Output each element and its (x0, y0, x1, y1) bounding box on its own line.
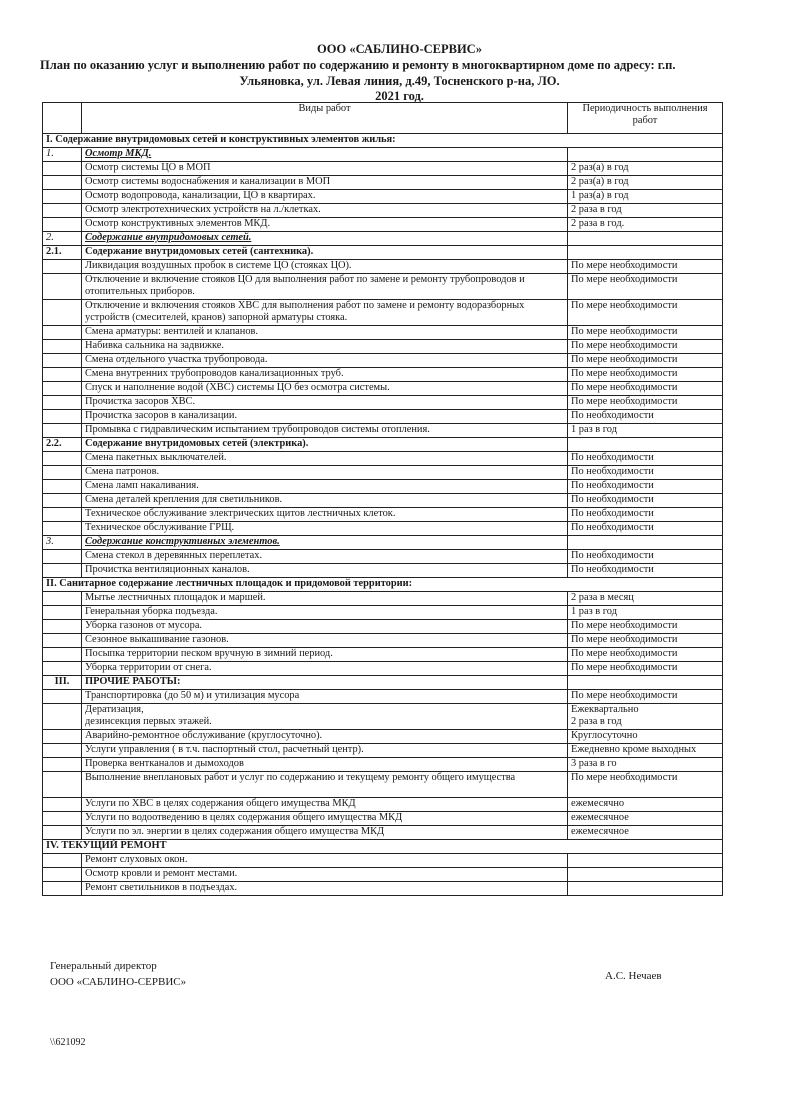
table-row (43, 758, 723, 772)
period-cell: По мере необходимости (568, 260, 723, 274)
row-number-cell (43, 396, 82, 410)
period-cell: По мере необходимости (568, 772, 723, 798)
work-cell: Содержание внутридомовых сетей (электрика). (82, 438, 568, 452)
row-number-cell (43, 274, 82, 300)
work-cell: Набивка сальника на задвижке. (82, 340, 568, 354)
work-cell: Осмотр водопровода, канализации, ЦО в квартирах. (82, 190, 568, 204)
work-cell: Смена стекол в деревянных переплетах. (82, 550, 568, 564)
work-cell: Услуги управления ( в т.ч. паспортный стол, расчетный центр). (82, 744, 568, 758)
period-cell (568, 232, 723, 246)
row-number-cell (43, 176, 82, 190)
row-number-cell (43, 662, 82, 676)
table-row (43, 840, 723, 854)
work-cell: Ликвидация воздушных пробок в системе ЦО (стояках ЦО). (82, 260, 568, 274)
row-number-cell (43, 690, 82, 704)
work-cell: Мытье лестничных площадок и маршей. (82, 592, 568, 606)
period-cell: 1 раз(а) в год (568, 190, 723, 204)
row-number-cell (43, 634, 82, 648)
table-row (43, 134, 723, 148)
period-cell: 2 раза в год (568, 204, 723, 218)
header-num-cell (43, 103, 82, 134)
work-cell: Ремонт светильников в подъездах. (82, 882, 568, 896)
period-cell: По необходимости (568, 466, 723, 480)
period-cell: 2 раз(а) в год (568, 162, 723, 176)
table-row (43, 812, 723, 826)
table-row (43, 218, 723, 232)
period-cell: По мере необходимости (568, 634, 723, 648)
plan-address: Ульяновка, ул. Левая линия, д.49, Тосненского р-на, ЛО. (239, 74, 560, 88)
table-row (43, 382, 723, 396)
table-row (43, 882, 723, 896)
work-cell: Прочистка засоров ХВС. (82, 396, 568, 410)
table-row (43, 648, 723, 662)
section-heading: IV. ТЕКУЩИЙ РЕМОНТ (43, 840, 723, 854)
period-cell: 2 раза в год. (568, 218, 723, 232)
row-number-cell (43, 606, 82, 620)
work-cell: Смена ламп накаливания. (82, 480, 568, 494)
work-cell: Осмотр системы ЦО в МОП (82, 162, 568, 176)
period-cell: По необходимости (568, 564, 723, 578)
row-number-cell (43, 340, 82, 354)
table-row (43, 578, 723, 592)
period-cell (568, 246, 723, 260)
work-cell: Прочистка вентиляционных каналов. (82, 564, 568, 578)
table-row (43, 190, 723, 204)
work-cell: Смена патронов. (82, 466, 568, 480)
table-row (43, 300, 723, 326)
work-cell: Отключение и включение стояков ЦО для выполнения работ по замене и ремонту трубопроводов и отопительных приборов. (82, 274, 568, 300)
work-cell: Смена внутренних трубопроводов канализационных труб. (82, 368, 568, 382)
row-number-cell (43, 812, 82, 826)
table-header-row (43, 103, 723, 134)
work-cell: Осмотр кровли и ремонт местами. (82, 868, 568, 882)
row-number-cell (43, 648, 82, 662)
period-cell: По мере необходимости (568, 396, 723, 410)
period-cell: По необходимости (568, 494, 723, 508)
period-cell (568, 854, 723, 868)
signature-position: Генеральный директор (50, 960, 157, 972)
table-row (43, 730, 723, 744)
table-row (43, 232, 723, 246)
row-number-cell (43, 798, 82, 812)
row-number-cell (43, 260, 82, 274)
table-row (43, 606, 723, 620)
work-cell: Транспортировка (до 50 м) и утилизация мусора (82, 690, 568, 704)
row-number-cell (43, 190, 82, 204)
work-cell: Смена отдельного участка трубопровода. (82, 354, 568, 368)
signature-name: А.С. Нечаев (605, 970, 662, 982)
section-heading: I. Содержание внутридомовых сетей и конструктивных элементов жилья: (43, 134, 723, 148)
section-heading: II. Санитарное содержание лестничных площадок и придомовой территории: (43, 578, 723, 592)
row-number-cell (43, 592, 82, 606)
table-row (43, 410, 723, 424)
work-cell: Дератизация, дезинсекция первых этажей. (82, 704, 568, 730)
period-cell: 2 раза в месяц (568, 592, 723, 606)
table-row (43, 354, 723, 368)
table-row (43, 592, 723, 606)
period-cell: По необходимости (568, 522, 723, 536)
row-number-cell (43, 620, 82, 634)
table-row (43, 480, 723, 494)
table-row (43, 246, 723, 260)
row-number-cell (43, 854, 82, 868)
period-cell: По необходимости (568, 452, 723, 466)
period-cell: По мере необходимости (568, 300, 723, 326)
row-number-cell (43, 494, 82, 508)
row-number-cell: 2.1. (43, 246, 82, 260)
period-cell: По мере необходимости (568, 382, 723, 396)
work-cell: Содержание внутридомовых сетей. (82, 232, 568, 246)
period-cell (568, 676, 723, 690)
table-row (43, 368, 723, 382)
row-number-cell (43, 368, 82, 382)
table-row (43, 564, 723, 578)
row-number-cell: 1. (43, 148, 82, 162)
row-number-cell (43, 704, 82, 730)
work-cell: Уборка газонов от мусора. (82, 620, 568, 634)
work-cell: Промывка с гидравлическим испытанием трубопроводов системы отопления. (82, 424, 568, 438)
row-number-cell (43, 382, 82, 396)
plan-year: 2021 год. (375, 89, 424, 103)
works-table (42, 102, 723, 896)
period-cell: Ежеквартально 2 раза в год (568, 704, 723, 730)
table-row (43, 340, 723, 354)
work-cell: Осмотр МКД. (82, 148, 568, 162)
period-cell: 3 раза в го (568, 758, 723, 772)
period-cell: По необходимости (568, 550, 723, 564)
period-cell: 2 раз(а) в год (568, 176, 723, 190)
work-cell: ПРОЧИЕ РАБОТЫ: (82, 676, 568, 690)
period-cell: ежемесячно (568, 798, 723, 812)
period-cell: Круглосуточно (568, 730, 723, 744)
table-row (43, 148, 723, 162)
work-cell: Проверка вентканалов и дымоходов (82, 758, 568, 772)
work-cell: Посыпка территории песком вручную в зимний период. (82, 648, 568, 662)
table-row (43, 772, 723, 798)
work-cell: Смена пакетных выключателей. (82, 452, 568, 466)
row-number-cell (43, 758, 82, 772)
work-cell: Выполнение внеплановых работ и услуг по содержанию и текущему ремонту общего имущества (82, 772, 568, 798)
table-row (43, 536, 723, 550)
row-number-cell (43, 354, 82, 368)
table-row (43, 550, 723, 564)
row-number-cell (43, 868, 82, 882)
period-cell: По мере необходимости (568, 648, 723, 662)
table-row (43, 326, 723, 340)
period-cell: По мере необходимости (568, 274, 723, 300)
row-number-cell: 3. (43, 536, 82, 550)
table-row (43, 204, 723, 218)
document-id: \\621092 (50, 1037, 86, 1048)
period-cell: Ежедневно кроме выходных (568, 744, 723, 758)
plan-title: План по оказанию услуг и выполнению работ по содержанию и ремонту в многоквартирном доме по адресу: г.п. (40, 58, 676, 72)
work-cell: Осмотр конструктивных элементов МКД. (82, 218, 568, 232)
signature-company: ООО «САБЛИНО-СЕРВИС» (50, 976, 187, 988)
period-cell: По мере необходимости (568, 326, 723, 340)
work-cell: Отключение и включения стояков ХВС для выполнения работ по замене и ремонту водоразборных устройств (смесителей, кранов) запорной арматуры стояка. (82, 300, 568, 326)
work-cell: Услуги по ХВС в целях содержания общего имущества МКД (82, 798, 568, 812)
table-row (43, 508, 723, 522)
row-number-cell (43, 550, 82, 564)
table-row (43, 274, 723, 300)
table-row (43, 452, 723, 466)
period-cell: 1 раз в год (568, 424, 723, 438)
table-row (43, 438, 723, 452)
table-row (43, 826, 723, 840)
company-title: ООО «САБЛИНО-СЕРВИС» (317, 42, 482, 56)
row-number-cell (43, 480, 82, 494)
work-cell: Аварийно-ремонтное обслуживание (круглосуточно). (82, 730, 568, 744)
row-number-cell (43, 218, 82, 232)
row-number-cell (43, 204, 82, 218)
table-row (43, 704, 723, 730)
work-cell: Содержание внутридомовых сетей (сантехника). (82, 246, 568, 260)
period-cell: 1 раз в год (568, 606, 723, 620)
row-number-cell (43, 452, 82, 466)
table-row (43, 676, 723, 690)
row-number-cell (43, 772, 82, 798)
row-number-cell (43, 564, 82, 578)
table-row (43, 854, 723, 868)
period-cell (568, 148, 723, 162)
work-cell: Услуги по водоотведению в целях содержания общего имущества МКД (82, 812, 568, 826)
table-row (43, 744, 723, 758)
table-row (43, 662, 723, 676)
row-number-cell (43, 424, 82, 438)
table-row (43, 396, 723, 410)
work-cell: Осмотр электротехнических устройств на л./клетках. (82, 204, 568, 218)
row-number-cell (43, 466, 82, 480)
period-cell: По необходимости (568, 410, 723, 424)
period-cell: По необходимости (568, 508, 723, 522)
period-cell: По мере необходимости (568, 354, 723, 368)
work-cell: Уборка территории от снега. (82, 662, 568, 676)
table-row (43, 634, 723, 648)
period-cell (568, 868, 723, 882)
header-works-cell: Виды работ (82, 103, 568, 134)
work-cell: Прочистка засоров в канализации. (82, 410, 568, 424)
table-row (43, 620, 723, 634)
row-number-cell (43, 162, 82, 176)
work-cell: Смена арматуры: вентилей и клапанов. (82, 326, 568, 340)
work-cell: Осмотр системы водоснабжения и канализации в МОП (82, 176, 568, 190)
work-cell: Техническое обслуживание электрических щитов лестничных клеток. (82, 508, 568, 522)
row-number-cell: 2.2. (43, 438, 82, 452)
table-row (43, 798, 723, 812)
table-row (43, 868, 723, 882)
work-cell: Услуги по эл. энергии в целях содержания общего имущества МКД (82, 826, 568, 840)
work-cell: Генеральная уборка подъезда. (82, 606, 568, 620)
table-row (43, 176, 723, 190)
table-row (43, 162, 723, 176)
period-cell: ежемесячное (568, 812, 723, 826)
period-cell: ежемесячное (568, 826, 723, 840)
table-row (43, 522, 723, 536)
table-row (43, 466, 723, 480)
row-number-cell (43, 508, 82, 522)
period-cell (568, 536, 723, 550)
period-cell: По мере необходимости (568, 340, 723, 354)
row-number-cell (43, 300, 82, 326)
table-row (43, 690, 723, 704)
row-number-cell (43, 744, 82, 758)
row-number-cell (43, 882, 82, 896)
work-cell: Смена деталей крепления для светильников. (82, 494, 568, 508)
table-row (43, 494, 723, 508)
row-number-cell: 2. (43, 232, 82, 246)
work-cell: Ремонт слуховых окон. (82, 854, 568, 868)
period-cell: По мере необходимости (568, 662, 723, 676)
period-cell: По мере необходимости (568, 690, 723, 704)
period-cell: По мере необходимости (568, 368, 723, 382)
work-cell: Техническое обслуживание ГРЩ. (82, 522, 568, 536)
work-cell: Спуск и наполнение водой (ХВС) системы ЦО без осмотра системы. (82, 382, 568, 396)
work-cell: Содержание конструктивных элементов. (82, 536, 568, 550)
row-number-cell (43, 522, 82, 536)
work-cell: Сезонное выкашивание газонов. (82, 634, 568, 648)
period-cell (568, 438, 723, 452)
period-cell: По необходимости (568, 480, 723, 494)
row-number-cell (43, 826, 82, 840)
row-number-cell (43, 326, 82, 340)
header-period-cell: Периодичность выполнения работ (568, 103, 723, 134)
table-row (43, 260, 723, 274)
row-number-cell (43, 730, 82, 744)
period-cell (568, 882, 723, 896)
period-cell: По мере необходимости (568, 620, 723, 634)
table-row (43, 424, 723, 438)
row-number-cell: III. (43, 676, 82, 690)
row-number-cell (43, 410, 82, 424)
